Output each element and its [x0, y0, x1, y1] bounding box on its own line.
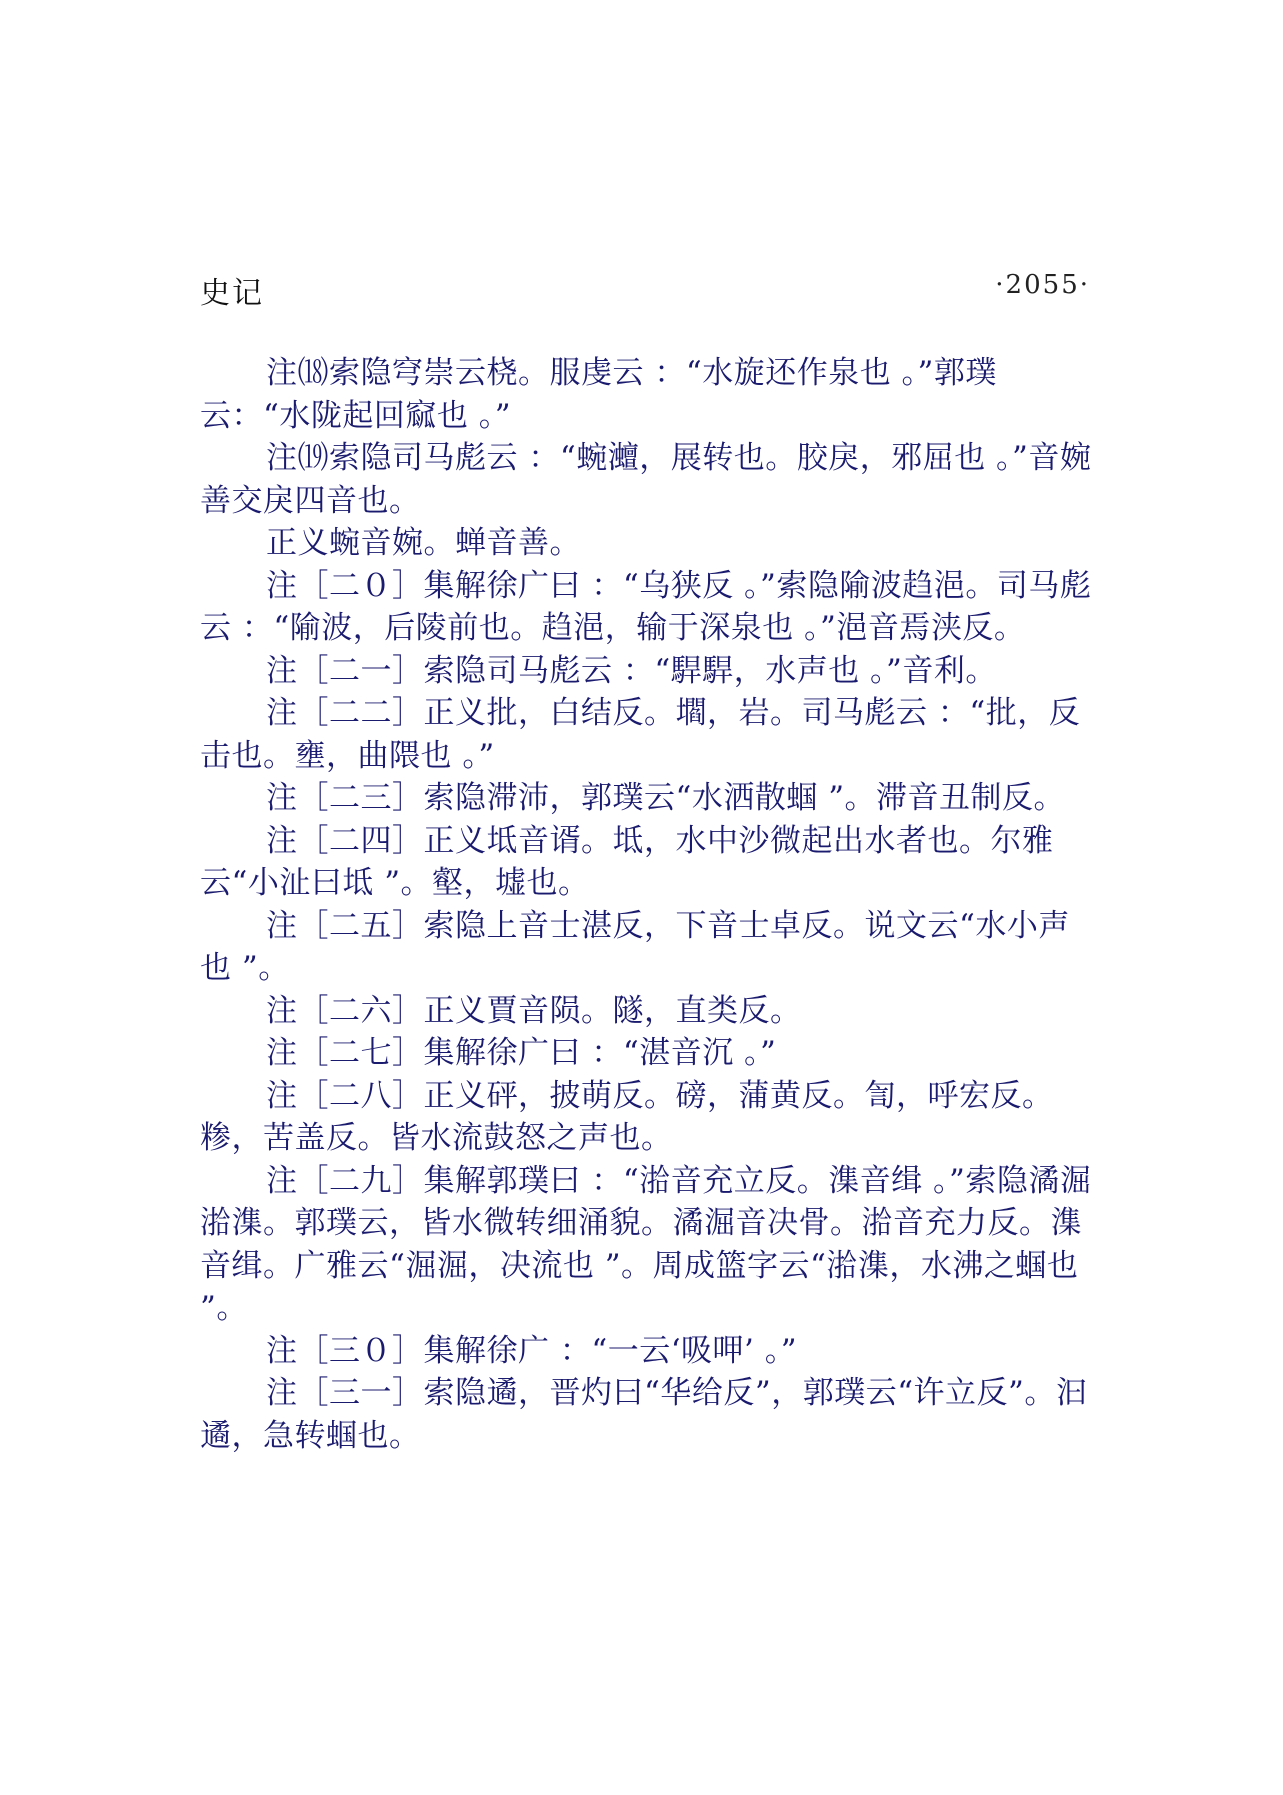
annotation-paragraph: 注［二八］正义砰，披萌反。磅，蒲黄反。訇，呼宏反。糁，苦盖反。皆水流鼓怒之声也。: [200, 1077, 1054, 1156]
annotation-paragraph: 注［二五］索隐上音士湛反，下音士卓反。说文云“水小声也 ”。: [200, 907, 1070, 986]
annotation-paragraph: 注［二四］正义坻音谞。坻，水中沙微起出水者也。尔雅云“小沚曰坻 ”。壑，墟也。: [200, 822, 1054, 901]
annotation-paragraph: 注⒆索隐司马彪云 ：“蜿灗，展转也。胶戾，邪屈也 。”音婉善交戾四音也。: [200, 440, 1092, 519]
annotation-paragraph: 注［二一］索隐司马彪云 ：“駻駻，水声也 。”音利。: [266, 652, 997, 689]
annotation-body: [200, 352, 1100, 1457]
book-title: 史记: [200, 276, 264, 311]
annotation-paragraph: 注［三０］集解徐广 ：“一云‘吸呷’ 。”: [266, 1332, 798, 1369]
annotation-paragraph: 注［二七］集解徐广曰 ：“湛音沉 。”: [266, 1035, 777, 1071]
page-header: [200, 268, 1090, 311]
annotation-paragraph: 注［三一］索隐遹，晋灼曰“华给反”，郭璞云“许立反”。汩遹，急转蝈也。: [200, 1375, 1088, 1454]
annotation-paragraph: 注［二二］正义批，白结反。壛，岩。司马彪云 ：“批，反击也。壅，曲隈也 。”: [200, 695, 1081, 774]
annotation-paragraph: 正义蜿音婉。蝉音善。: [266, 525, 581, 561]
annotation-paragraph: 注［二九］集解郭璞曰 ：“湁音充立反。潗音缉 。”索隐潏淈湁潗。郭璞云，皆水微转细涌貌。潏淈音决骨。湁音充力反。潗音缉。广雅云“淈淈，决流也 ”。周成篮字云“湁潗，水沸之蝈也 ”。: [200, 1162, 1092, 1326]
annotation-paragraph: 注⒅索隐穹崇云桡。服虔云 ：“水旋还作泉也 。”郭璞云：“水陇起回窳也 。”: [200, 355, 997, 434]
annotation-paragraph: 注［二三］索隐滞沛，郭璞云“水洒散蝈 ”。滞音丑制反。: [266, 780, 1066, 816]
page-number: ·2055·: [995, 270, 1090, 300]
annotation-paragraph: 注［二六］正义賈音陨。隧，直类反。: [266, 992, 802, 1029]
annotation-paragraph: 注［二０］集解徐广曰 ：“乌狭反 。”索隐隃波趋浥。司马彪云 ：“隃波，后陵前也。趋浥，输于深泉也 。”浥音焉浃反。: [200, 567, 1092, 646]
